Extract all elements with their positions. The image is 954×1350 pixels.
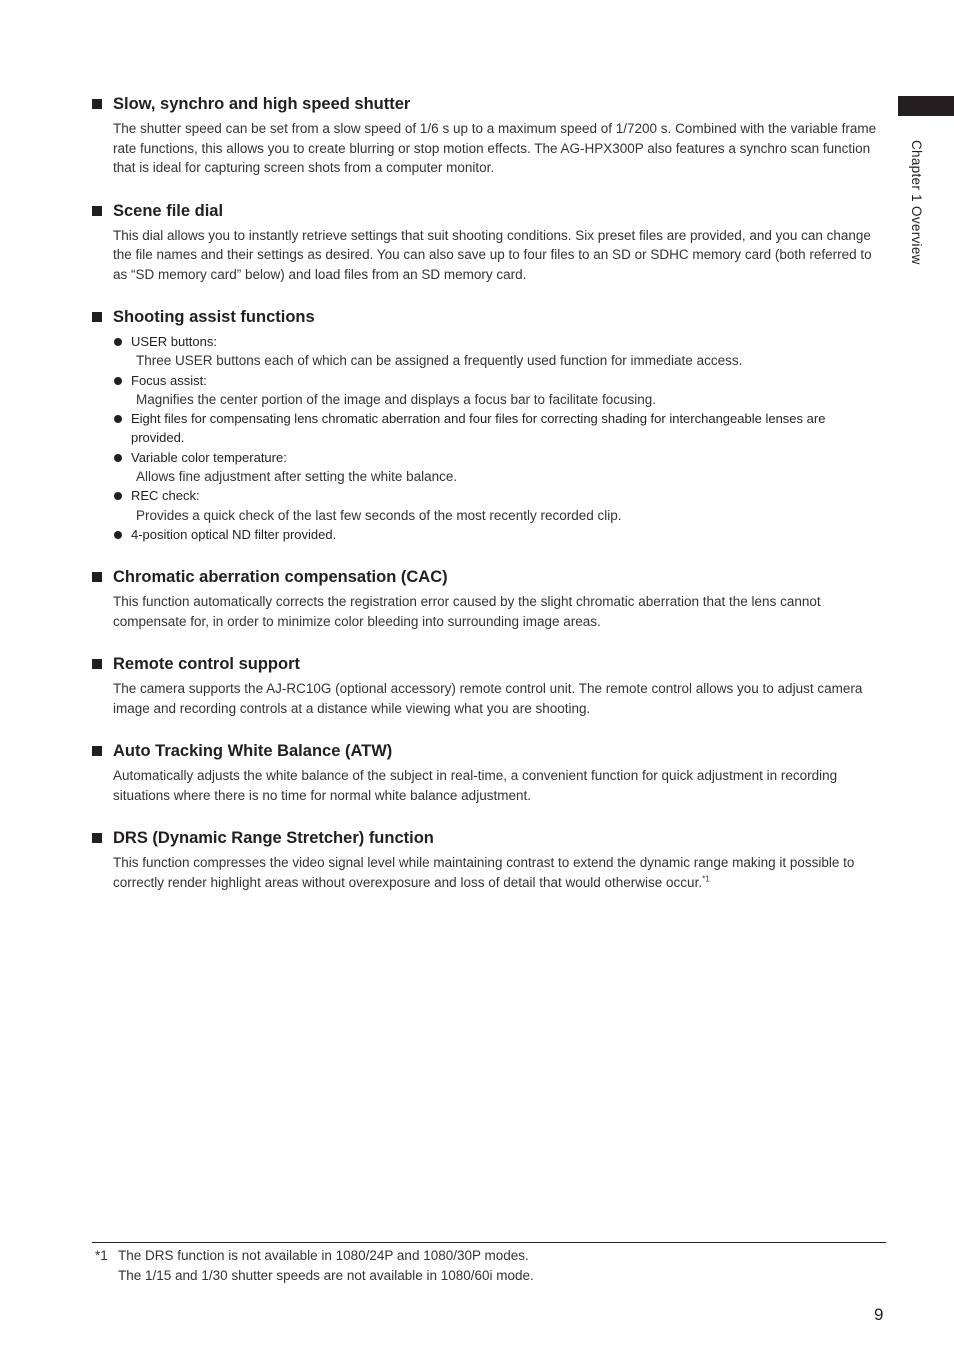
- section-drs: [92, 828, 882, 892]
- square-bullet-icon: [92, 206, 102, 216]
- bullet-dot-icon: [114, 377, 122, 385]
- list-item-desc: Three USER buttons each of which can be assigned a frequently used function for immediate access.: [136, 353, 743, 369]
- section-title: Chromatic aberration compensation (CAC): [113, 568, 448, 587]
- section-shutter: [92, 94, 882, 178]
- footnote-line-1: The DRS function is not available in 1080/24P and 1080/30P modes.: [118, 1248, 529, 1263]
- bullet-dot-icon: [114, 454, 122, 462]
- list-item: 4-position optical ND filter provided.: [114, 525, 882, 544]
- footnote-divider: [92, 1242, 886, 1243]
- footnote-line-2: The 1/15 and 1/30 shutter speeds are not available in 1080/60i mode.: [118, 1268, 534, 1283]
- section-atw: [92, 741, 882, 805]
- section-body: This dial allows you to instantly retrieve settings that suit shooting conditions. Six preset files are provided, and you can change the file names and their settings as desired. You can also save up to four files to an SD or SDHC memory card (both referred to as “SD memory card” below) and load files from an SD memory card.: [113, 227, 872, 282]
- footnote-mark: *1: [95, 1248, 108, 1263]
- page-number: 9: [874, 1305, 884, 1324]
- bullet-dot-icon: [114, 492, 122, 500]
- section-title: Shooting assist functions: [113, 308, 315, 326]
- section-body: Automatically adjusts the white balance of the subject in real-time, a convenient function for quick adjustment in recording situations where there is no time for normal white balance adjustment.: [113, 768, 838, 803]
- section-remote-control: [92, 654, 882, 718]
- square-bullet-icon: [92, 659, 102, 669]
- list-item-desc: Magnifies the center portion of the image and displays a focus bar to facilitate focusing.: [136, 391, 657, 407]
- assist-list: [114, 332, 882, 544]
- list-item: USER buttons:: [114, 332, 882, 351]
- page-content: [92, 94, 882, 915]
- chapter-label: Chapter 1 Overview: [909, 140, 924, 265]
- list-item: Eight files for compensating lens chromatic aberration and four files for correcting shading for interchangeable lenses are provided.: [114, 409, 882, 448]
- section-title: Remote control support: [113, 655, 301, 674]
- section-body: This function automatically corrects the registration error caused by the slight chromatic aberration that the lens cannot compensate for, in order to minimize color bleeding into surrounding image areas.: [113, 594, 821, 629]
- list-item: REC check:: [114, 486, 882, 505]
- bullet-dot-icon: [114, 531, 122, 539]
- chapter-tab-marker: [898, 96, 954, 116]
- section-body: The camera supports the AJ-RC10G (optional accessory) remote control unit. The remote control allows you to adjust camera image and recording controls at a distance while viewing what you are shooting.: [113, 681, 863, 716]
- section-shooting-assist: [92, 307, 882, 544]
- square-bullet-icon: [92, 746, 102, 756]
- list-item: Focus assist:: [114, 371, 882, 390]
- section-title: DRS (Dynamic Range Stretcher) function: [113, 829, 434, 848]
- footnotes: [95, 1246, 534, 1286]
- section-body: The shutter speed can be set from a slow speed of 1/6 s up to a maximum speed of 1/7200 s. Combined with the variable frame rate functions, this allows you to create blurring or stop motion effects. The AG-HPX300P also features a synchro scan function that is ideal for capturing screen shots from a computer monitor.: [113, 121, 877, 175]
- list-item-desc: Allows fine adjustment after setting the white balance.: [136, 469, 458, 485]
- square-bullet-icon: [92, 312, 102, 322]
- bullet-dot-icon: [114, 415, 122, 423]
- section-title: Auto Tracking White Balance (ATW): [113, 742, 393, 761]
- list-item: Variable color temperature:: [114, 448, 882, 467]
- footnote-ref: *1: [702, 874, 710, 884]
- bullet-dot-icon: [114, 338, 122, 346]
- list-item-desc: Provides a quick check of the last few seconds of the most recently recorded clip.: [136, 507, 622, 523]
- section-title: Slow, synchro and high speed shutter: [113, 95, 411, 113]
- square-bullet-icon: [92, 572, 102, 582]
- square-bullet-icon: [92, 833, 102, 843]
- section-scene-file-dial: [92, 201, 882, 285]
- square-bullet-icon: [92, 99, 102, 109]
- section-body: This function compresses the video signal level while maintaining contrast to extend the dynamic range making it possible to correctly render highlight areas without overexposure and loss of detail that would otherwise occur.$^{*1}$: [113, 855, 855, 890]
- section-title: Scene file dial: [113, 201, 224, 220]
- section-cac: [92, 567, 882, 631]
